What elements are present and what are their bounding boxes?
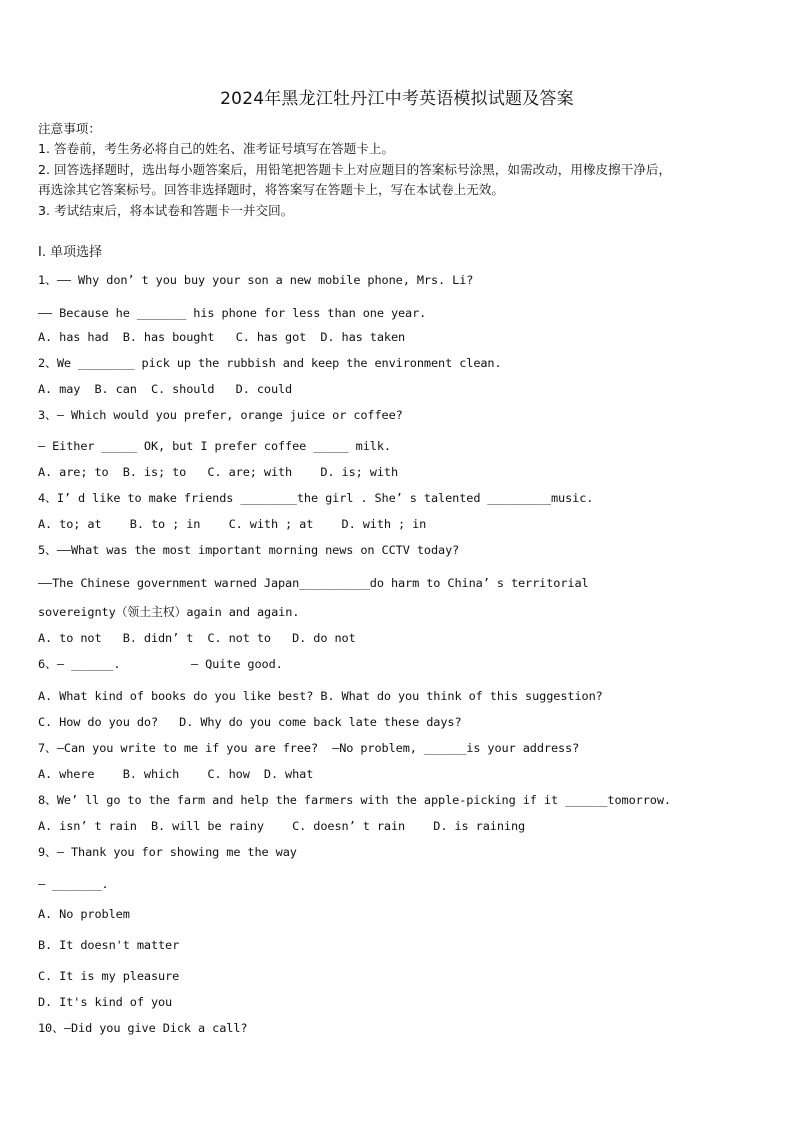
- notice-line-1: 1. 答卷前，考生务必将自己的姓名、准考证号填写在答题卡上。: [38, 141, 395, 156]
- question-4-options: A. to; at B. to ; in C. with ; at D. with ; in: [38, 517, 427, 531]
- question-3-line-2: — Either _____ OK, but I prefer coffee _____ milk.: [38, 439, 391, 453]
- question-4: 4、I’ d like to make friends ________the girl . She’ s talented _________music.: [38, 491, 594, 505]
- question-1-options: A. has had B. has bought C. has got D. has taken: [38, 330, 406, 344]
- question-5: 5、——What was the most important morning news on CCTV today?: [38, 543, 460, 557]
- question-6-options-cd: C. How do you do? D. Why do you come back late these days?: [38, 715, 462, 729]
- question-1-line-2: —— Because he _______ his phone for less than one year.: [38, 306, 427, 320]
- section-heading: Ⅰ. 单项选择: [38, 245, 103, 260]
- question-2: 2、We ________ pick up the rubbish and keep the environment clean.: [38, 356, 502, 370]
- question-5-line-3: sovereignty（领土主权）again and again.: [38, 605, 300, 619]
- question-10: 10、—Did you give Dick a call?: [38, 1021, 248, 1035]
- question-9-option-b: B. It doesn't matter: [38, 938, 180, 952]
- notice-line-3: 3. 考试结束后，将本试卷和答题卡一并交回。: [38, 203, 294, 218]
- question-9-option-a: A. No problem: [38, 907, 130, 921]
- question-2-options: A. may B. can C. should D. could: [38, 382, 293, 396]
- notice-heading: 注意事项：: [38, 121, 101, 136]
- notice-line-2b: 再选涂其它答案标号。回答非选择题时，将答案写在答题卡上，写在本试卷上无效。: [38, 182, 504, 197]
- question-6-options-ab: A. What kind of books do you like best? B. What do you think of this suggestion?: [38, 689, 603, 703]
- question-5-options: A. to not B. didn’ t C. not to D. do not: [38, 631, 356, 645]
- question-7-options: A. where B. which C. how D. what: [38, 767, 314, 781]
- question-1: 1、—— Why don’ t you buy your son a new mobile phone, Mrs. Li?: [38, 273, 474, 287]
- question-5-line-2: ——The Chinese government warned Japan__________do harm to China’ s territorial: [38, 576, 589, 590]
- question-8: 8、We’ ll go to the farm and help the farmers with the apple-picking if it ______tomorrow.: [38, 793, 671, 807]
- question-7: 7、—Can you write to me if you are free? —No problem, ______is your address?: [38, 741, 580, 755]
- question-9-option-d: D. It's kind of you: [38, 995, 173, 1009]
- question-9-option-c: C. It is my pleasure: [38, 969, 180, 983]
- question-6: 6、— ______. — Quite good.: [38, 657, 283, 671]
- notice-line-2a: 2. 回答选择题时，选出每小题答案后，用铅笔把答题卡上对应题目的答案标号涂黑，如需改动，用橡皮擦干净后，: [38, 162, 672, 177]
- question-8-options: A. isn’ t rain B. will be rainy C. doesn’ t rain D. is raining: [38, 819, 526, 833]
- question-3-options: A. are; to B. is; to C. are; with D. is; with: [38, 465, 398, 479]
- question-9-line-2: — _______.: [38, 877, 109, 891]
- page-title: 2024年黑龙江牡丹江中考英语模拟试题及答案: [220, 89, 574, 109]
- question-9: 9、— Thank you for showing me the way: [38, 845, 297, 859]
- question-3: 3、— Which would you prefer, orange juice or coffee?: [38, 408, 403, 422]
